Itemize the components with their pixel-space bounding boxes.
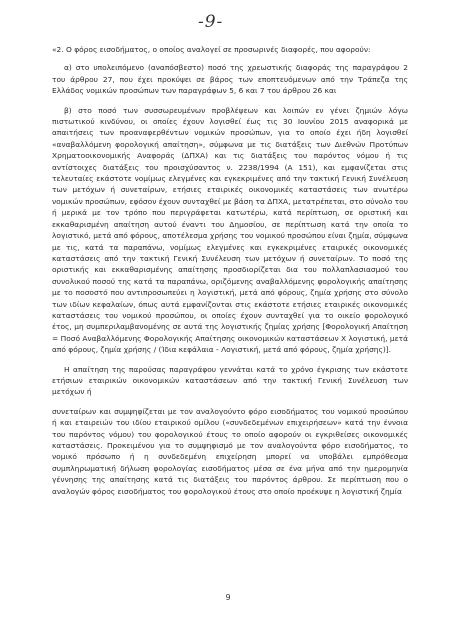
paragraph-claim-generation: Η απαίτηση της παρούσας παραγράφου γεννάται κατά το χρόνο έγκρισης των εκάστοτε ετήσιων εταιρικών οικονομικών καταστάσεων από την τακτική Γενική Συνέλευση των μετόχων ή <box>52 364 408 397</box>
paragraph-intro: «2. Ο φόρος εισοδήματος, ο οποίος αναλογεί σε προσωρινές διαφορές, που αφορούν: <box>52 45 371 54</box>
handwritten-page-mark: -9- <box>198 12 224 32</box>
paragraph-b: β) στο ποσό των συσσωρευμένων προβλέψεων και λοιπών εν γένει ζημιών λόγω πιστωτικού κινδύνου, οι οποίες έχουν λογισθεί έως τις 30 Ιουνίου 2015 αναφορικά με απαιτήσεις των προαναφερθέντων νομικών προσώπων, για το οποίο έχει ήδη λογισθεί «αναβαλλόμενη φορολογική απαίτηση», σύμφωνα με τις διατάξεις των Διεθνών Προτύπων Χρηματοοικονομικής Αναφοράς (ΔΠΧΑ) και τις διατάξεις του παρόντος νόμου ή τις αντίστοιχες διατάξεις του προισχύσαντος ν. 2238/1994 (Α 151), και εμφανίζεται στις τελευταίες εκάστοτε νομίμως ελεγμένες και εγκεκριμένες από την τακτική Γενική Συνέλευση των μετόχων ή συνεταίρων, ετήσιες εταιρικές οικονομικές καταστάσεις των ανωτέρω νομικών προσώπων, εφόσον έχουν συνταχθεί με βάση τα ΔΠΧΑ, μετατρέπεται, στο σύνολο του ή μερικά με τον τρόπο που περιγράφεται κατωτέρω, κατά περίπτωση, σε οριστική και εκκαθαρισμένη απαίτηση αυτού έναντι του Δημοσίου, σε περίπτωση κατά την οποία το λογιστικό, μετά από φόρους, αποτέλεσμα χρήσης του νομικού προσώπου είναι ζημία, σύμφωνα με τις, κατά τα παραπάνω, νομίμως ελεγμένες και εγκεκριμένες εταιρικές οικονομικές καταστάσεις από την τακτική Γενική Συνέλευση των μετόχων ή συνεταίρων. Το ποσό της οριστικής και εκκαθαρισμένης απαίτησης προσδιορίζεται δια του πολλαπλασιασμού του συνολικού ποσού της κατά τα παραπάνω, οριζόμενης αναβαλλόμενης φορολογικής απαίτησης με το ποσοστό που αντιπροσωπεύει η λογιστική, μετά από φόρους, ζημία χρήσης στο σύνολο των ιδίων κεφαλαίων, όπως αυτά εμφανίζονται στις εκάστοτε ετήσιες εταιρικές οικονομικές καταστάσεις του νομικού προσώπου, οι οποίες έχουν συνταχθεί για το οικείο φορολογικό έτος, μη συμπεριλαμβανομένης σε αυτά της λογιστικής ζημίας χρήσης [Φορολογική Απαίτηση = Ποσό Αναβαλλόμενης Φορολογικής Απαίτησης οικονομικών καταστάσεων Χ λογιστική, μετά από φόρους, ζημία χρήσης / (Ίδια κεφάλαια - Λογιστική, μετά από φόρους, ζημία χρήσης)]. <box>52 105 408 355</box>
paragraph-offset: συνεταίρων και συμψηφίζεται με τον αναλογούντο φόρο εισοδήματος του νομικού προσώπου ή και εταιρειών του ιδίου εταιρικού ομίλου («συνδεδεμένων επιχειρήσεων» κατά την έννοια του παρόντος νόμου) του φορολογικού έτους το οποίο αφορούν οι εγκριθείσες οικονομικές καταστάσεις. Προκειμένου για το συμψηφισμό με τον αναλογούντα φόρο εισοδήματος, το νομικό πρόσωπο ή η συνδεδεμένη επιχείρηση μπορεί να υποβάλει εμπρόθεσμα συμπληρωματική δήλωση φορολογίας εισοδήματος μέσα σε ένα μήνα από την ημερομηνία γέννησης της απαίτησης κατά τις διατάξεις του παρόντος άρθρου. Σε περίπτωση που ο αναλογών φόρος εισοδήματος του φορολογικού έτους στο οποίο προέκυψε η λογιστική ζημία <box>52 406 408 496</box>
document-body <box>52 44 408 505</box>
page-number: 9 <box>225 593 231 602</box>
paragraph-a: α) στο υπολειπόμενο (αναπόσβεστο) ποσό της χρεωστικής διαφοράς της παραγράφου 2 του άρθρου 27, που έχει προκύψει σε βάρος των εποπτευόμενων από την Τράπεζα της Ελλάδος νομικών προσώπων των παραγράφων 5, 6 και 7 του άρθρου 26 και <box>52 63 408 96</box>
